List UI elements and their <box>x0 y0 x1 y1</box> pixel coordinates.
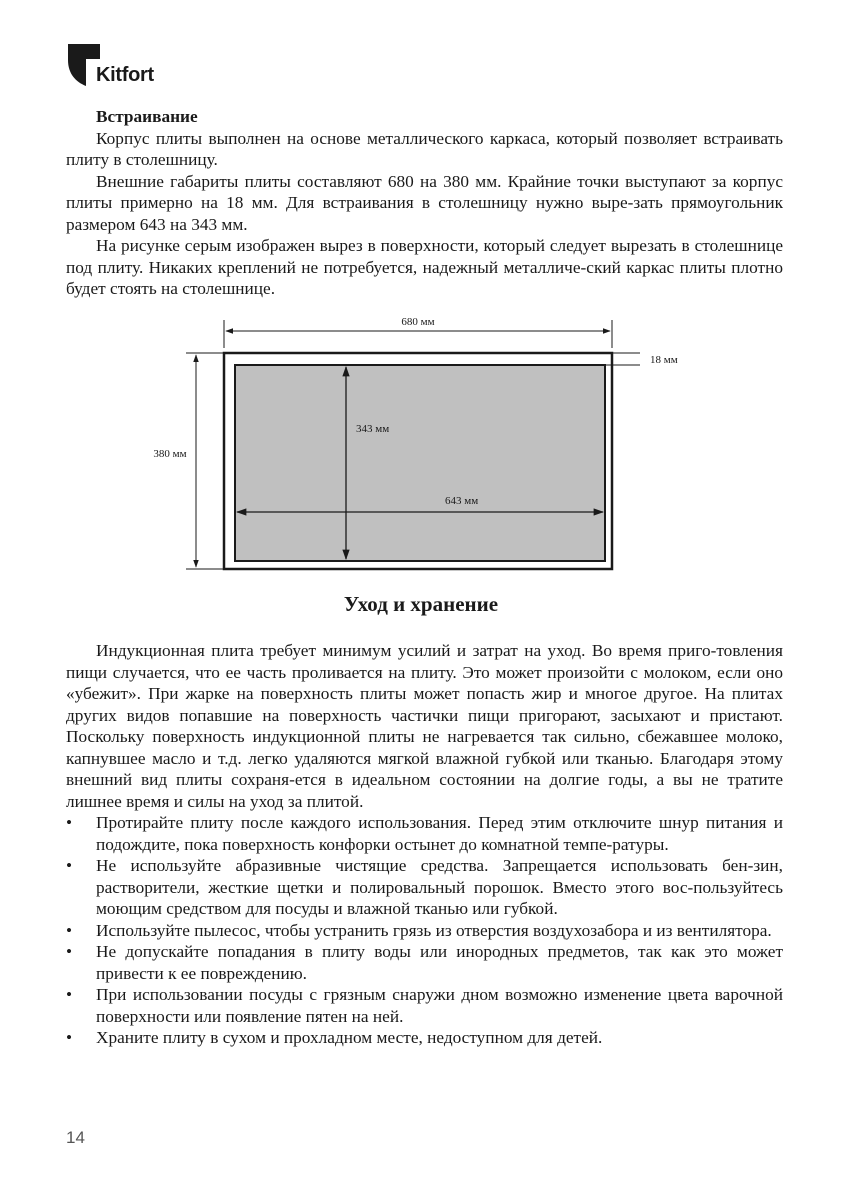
bullet-marker: • <box>66 920 73 940</box>
bullet-marker: • <box>66 985 73 1004</box>
bullet-marker: • <box>66 1028 73 1047</box>
builtin-paragraph-3: На рисунке серым изображен вырез в поверхности, который следует вырезать в столешнице под плиту. Никаких креплений не потребуется, надежный металличе-ский каркас плиты плотно будет стоять на столешнице. <box>66 236 783 298</box>
width-643-label: 643 мм <box>445 495 479 507</box>
height-343-label: 343 мм <box>356 423 390 435</box>
cutout-diagram <box>140 312 700 582</box>
builtin-paragraph-1: Корпус плиты выполнен на основе металлического каркаса, который позволяет встраивать плиту в столешницу. <box>66 128 783 169</box>
list-item <box>66 812 783 855</box>
care-intro: Индукционная плита требует минимум усилий и затрат на уход. Во время приго-товления пищи случается, что ее часть проливается на плиту. Это может произойти с молоком, если оно «убежит». При жарке на поверхность плиты может попасть жир и многое другое. На плитах других видов попавшие на поверхность частички пищи пригорают, засыхают и пристают. Поскольку поверхность индукционной плиты не нагревается так сильно, сбежавшее молоко, капнувшее масло и т.д. легко удаляются мягкой влажной губкой или тканью. Благодаря этому внешний вид плиты сохраня-ется в идеальном состоянии на долгие годы, а вы не тратите лишнее время и силы на уход за плитой. <box>66 641 783 811</box>
list-item <box>66 920 783 942</box>
bullet-text: Храните плиту в сухом и прохладном месте, недоступном для детей. <box>96 1028 603 1047</box>
care-section <box>66 640 783 1049</box>
builtin-paragraph-2: Внешние габариты плиты составляют 680 на 380 мм. Крайние точки выступают за корпус плиты примерно на 18 мм. Для встраивания в столешницу нужно выре-зать прямоугольник размером 643 на 343 мм. <box>66 171 783 234</box>
bullet-marker: • <box>66 813 73 832</box>
cutout-diagram-svg <box>140 312 700 582</box>
page-number: 14 <box>66 1128 85 1147</box>
width-680-label: 680 мм <box>401 316 435 328</box>
list-item <box>66 984 783 1027</box>
bullet-text: Не используйте абразивные чистящие средства. Запрещается использовать бен-зин, растворители, жесткие щетки и полировальный порошок. Вместо этого вос-пользуйтесь моющим средством для посуды и влажной тканью или губкой. <box>96 856 783 918</box>
bullet-text: Используйте пылесос, чтобы устранить грязь из отверстия воздухозабора и из вентилятора. <box>96 920 772 940</box>
bullet-text: Не допускайте попадания в плиту воды или инородных предметов, так как это может привести к ее повреждению. <box>96 942 783 983</box>
care-bullet-list <box>66 812 783 1049</box>
builtin-section <box>66 106 783 300</box>
cutout-area <box>235 365 605 561</box>
kitfort-logo <box>66 42 176 92</box>
builtin-heading: Встраивание <box>96 107 198 126</box>
bullet-marker: • <box>66 942 73 961</box>
bullet-text: При использовании посуды с грязным снаружи дном возможно изменение цвета варочной поверхности или появление пятен на ней. <box>96 985 783 1026</box>
list-item <box>66 855 783 920</box>
list-item <box>66 1027 783 1049</box>
list-item <box>66 941 783 984</box>
care-title: Уход и хранение <box>343 592 499 616</box>
height-380-label: 380 мм <box>153 448 187 460</box>
bullet-text: Протирайте плиту после каждого использования. Перед этим отключите шнур питания и подождите, пока поверхность конфорки остынет до комнатной темпе-ратуры. <box>96 813 783 854</box>
margin-18-label: 18 мм <box>650 354 678 366</box>
bullet-marker: • <box>66 856 73 875</box>
brand-name: Kitfort <box>96 64 154 86</box>
